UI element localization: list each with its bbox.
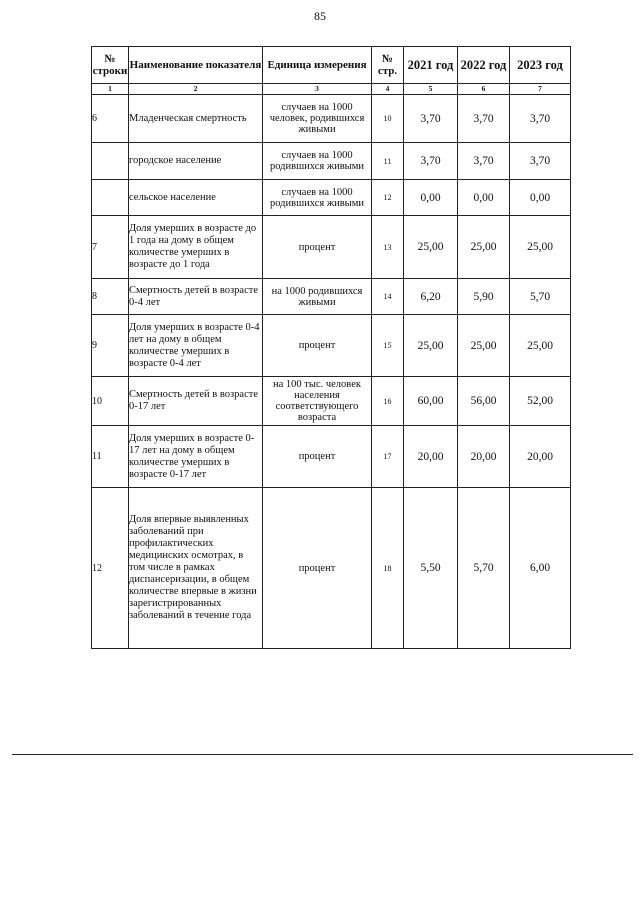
- line-number: 12: [372, 180, 404, 216]
- value-2022: 20,00: [458, 426, 510, 488]
- value-2021: 0,00: [404, 180, 458, 216]
- value-2022: 3,70: [458, 95, 510, 143]
- value-2023: 3,70: [510, 143, 571, 180]
- value-2023: 52,00: [510, 377, 571, 426]
- indicators-table: [91, 46, 571, 649]
- value-2021: 25,00: [404, 216, 458, 279]
- column-index: 7: [510, 84, 571, 95]
- line-number: 18: [372, 488, 404, 649]
- column-index: 1: [92, 84, 129, 95]
- header-row-no: № строки: [92, 47, 129, 84]
- indicator-name: Доля умерших в возрасте 0-4 лет на дому в общем количестве умерших в возрасте 0-4 лет: [129, 315, 263, 377]
- indicator-unit: процент: [263, 315, 372, 377]
- value-2022: 25,00: [458, 315, 510, 377]
- line-number: 15: [372, 315, 404, 377]
- value-2022: 56,00: [458, 377, 510, 426]
- value-2023: 25,00: [510, 216, 571, 279]
- row-number: 6: [92, 95, 129, 143]
- indicator-unit: процент: [263, 488, 372, 649]
- value-2022: 5,70: [458, 488, 510, 649]
- row-number: 10: [92, 377, 129, 426]
- value-2023: 6,00: [510, 488, 571, 649]
- line-number: 13: [372, 216, 404, 279]
- table-header-row: [92, 47, 571, 84]
- row-number: 11: [92, 426, 129, 488]
- indicator-unit: случаев на 1000 родившихся живыми: [263, 143, 372, 180]
- table-row: [92, 377, 571, 426]
- header-unit: Единица измерения: [263, 47, 372, 84]
- value-2022: 3,70: [458, 143, 510, 180]
- indicator-name: Смертность детей в возрасте 0-4 лет: [129, 279, 263, 315]
- line-number: 11: [372, 143, 404, 180]
- header-2023: 2023 год: [510, 47, 571, 84]
- table-row: [92, 279, 571, 315]
- bottom-rule: [12, 754, 633, 755]
- table-row: [92, 426, 571, 488]
- row-number: 9: [92, 315, 129, 377]
- row-number: [92, 143, 129, 180]
- indicator-name: сельское население: [129, 180, 263, 216]
- row-number: 7: [92, 216, 129, 279]
- value-2023: 20,00: [510, 426, 571, 488]
- table-row: [92, 143, 571, 180]
- indicator-unit: случаев на 1000 человек, родившихся живыми: [263, 95, 372, 143]
- line-number: 16: [372, 377, 404, 426]
- header-2022: 2022 год: [458, 47, 510, 84]
- row-number: 12: [92, 488, 129, 649]
- value-2023: 0,00: [510, 180, 571, 216]
- table-row: [92, 180, 571, 216]
- value-2023: 5,70: [510, 279, 571, 315]
- indicator-unit: случаев на 1000 родившихся живыми: [263, 180, 372, 216]
- table-row: [92, 95, 571, 143]
- line-number: 10: [372, 95, 404, 143]
- indicator-unit: на 1000 родившихся живыми: [263, 279, 372, 315]
- header-name: Наименование показателя: [129, 47, 263, 84]
- indicator-name: городское население: [129, 143, 263, 180]
- indicator-name: Доля умерших в возрасте до 1 года на дому в общем количестве умерших в возрасте до 1 года: [129, 216, 263, 279]
- indicator-name: Младенческая смертность: [129, 95, 263, 143]
- page-number: 85: [314, 9, 326, 23]
- value-2022: 0,00: [458, 180, 510, 216]
- column-index-row: [92, 84, 571, 95]
- value-2021: 6,20: [404, 279, 458, 315]
- indicator-unit: процент: [263, 426, 372, 488]
- table-row: [92, 315, 571, 377]
- indicator-unit: на 100 тыс. человек населения соответствующего возраста: [263, 377, 372, 426]
- value-2023: 25,00: [510, 315, 571, 377]
- value-2021: 5,50: [404, 488, 458, 649]
- column-index: 3: [263, 84, 372, 95]
- indicator-name: Доля впервые выявленных заболеваний при профилактических медицинских осмотрах, в том числе в рамках диспансеризации, в общем количестве впервые в жизни зарегистрированных заболеваний в течение года: [129, 488, 263, 649]
- column-index: 6: [458, 84, 510, 95]
- header-line: № стр.: [372, 47, 404, 84]
- value-2022: 25,00: [458, 216, 510, 279]
- header-2021: 2021 год: [404, 47, 458, 84]
- line-number: 17: [372, 426, 404, 488]
- column-index: 4: [372, 84, 404, 95]
- value-2021: 60,00: [404, 377, 458, 426]
- value-2021: 25,00: [404, 315, 458, 377]
- value-2021: 3,70: [404, 143, 458, 180]
- table-row: [92, 488, 571, 649]
- line-number: 14: [372, 279, 404, 315]
- indicator-name: Смертность детей в возрасте 0-17 лет: [129, 377, 263, 426]
- column-index: 5: [404, 84, 458, 95]
- row-number: [92, 180, 129, 216]
- row-number: 8: [92, 279, 129, 315]
- indicator-name: Доля умерших в возрасте 0-17 лет на дому в общем количестве умерших в возрасте 0-17 лет: [129, 426, 263, 488]
- table-row: [92, 216, 571, 279]
- value-2023: 3,70: [510, 95, 571, 143]
- indicator-unit: процент: [263, 216, 372, 279]
- column-index: 2: [129, 84, 263, 95]
- value-2022: 5,90: [458, 279, 510, 315]
- value-2021: 3,70: [404, 95, 458, 143]
- value-2021: 20,00: [404, 426, 458, 488]
